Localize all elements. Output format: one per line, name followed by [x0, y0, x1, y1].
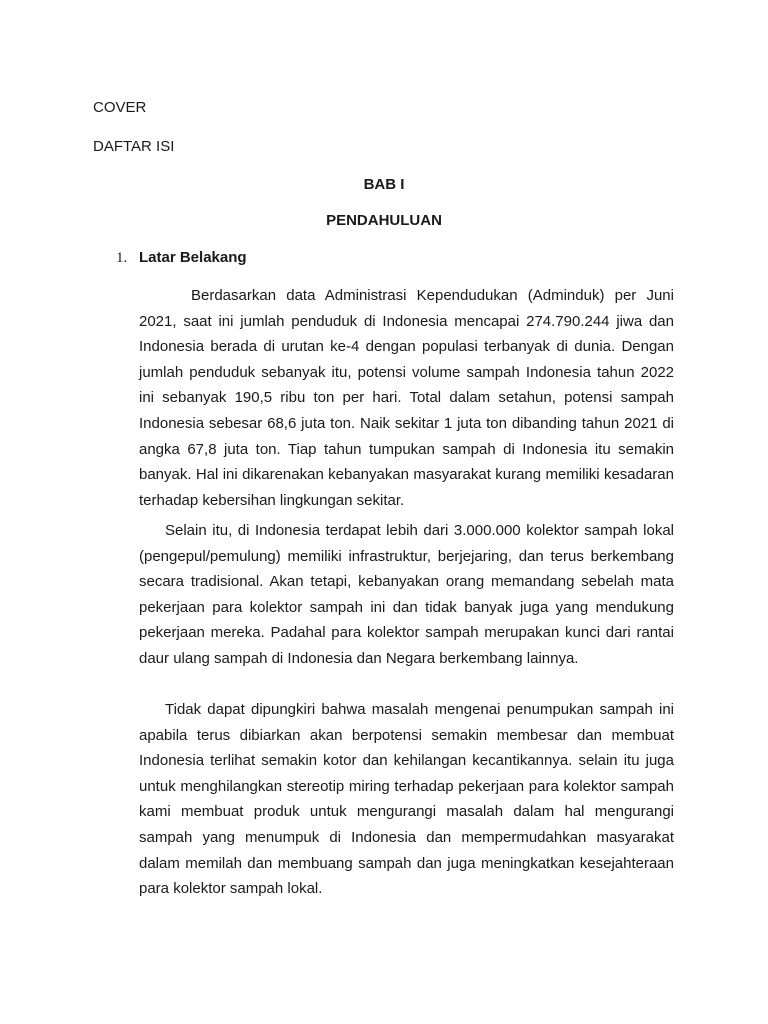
section-heading	[116, 249, 247, 267]
section-number: 1.	[116, 250, 128, 266]
table-of-contents-label: DAFTAR ISI	[93, 138, 175, 155]
cover-label: COVER	[93, 99, 147, 116]
paragraph-2: Selain itu, di Indonesia terdapat lebih dari 3.000.000 kolektor sampah lokal (pengepul/pemulung) memiliki infrastruktur, berjejaring, dan terus berkembang secara tradisional. Akan tetapi, kebanyakan orang memandang sebelah mata pekerjaan para kolektor sampah ini dan tidak banyak juga yang mendukung pekerjaan mereka. Padahal para kolektor sampah merupakan kunci dari rantai daur ulang sampah di Indonesia dan Negara berkembang lainnya.	[139, 522, 674, 667]
chapter-title: PENDAHULUAN	[326, 212, 442, 229]
chapter-heading: BAB I	[363, 176, 405, 193]
section-title: Latar Belakang	[139, 249, 247, 266]
paragraph-3: Tidak dapat dipungkiri bahwa masalah mengenai penumpukan sampah ini apabila terus dibiarkan akan berpotensi semakin membesar dan membuat Indonesia terlihat semakin kotor dan kehilangan kecantikannya. selain itu juga untuk menghilangkan stereotip miring terhadap pekerjaan para kolektor sampah kami membuat produk untuk mengurangi masalah dalam hal mengurangi sampah yang menumpuk di Indonesia dan mempermudahkan masyarakat dalam memilah dan membuang sampah dan juga meningkatkan kesejahteraan para kolektor sampah lokal.	[139, 701, 674, 898]
paragraph-1: Berdasarkan data Administrasi Kependudukan (Adminduk) per Juni 2021, saat ini jumlah penduduk di Indonesia mencapai 274.790.244 jiwa dan Indonesia berada di urutan ke-4 dengan populasi terbanyak di dunia. Dengan jumlah penduduk sebanyak itu, potensi volume sampah Indonesia tahun 2022 ini sebanyak 190,5 ribu ton per hari. Total dalam setahun, potensi sampah Indonesia sebesar 68,6 juta ton. Naik sekitar 1 juta ton dibanding tahun 2021 di angka 67,8 juta ton. Tiap tahun tumpukan sampah di Indonesia itu semakin banyak. Hal ini dikarenakan kebanyakan masyarakat kurang memiliki kesadaran terhadap kebersihan lingkungan sekitar.	[139, 287, 674, 509]
